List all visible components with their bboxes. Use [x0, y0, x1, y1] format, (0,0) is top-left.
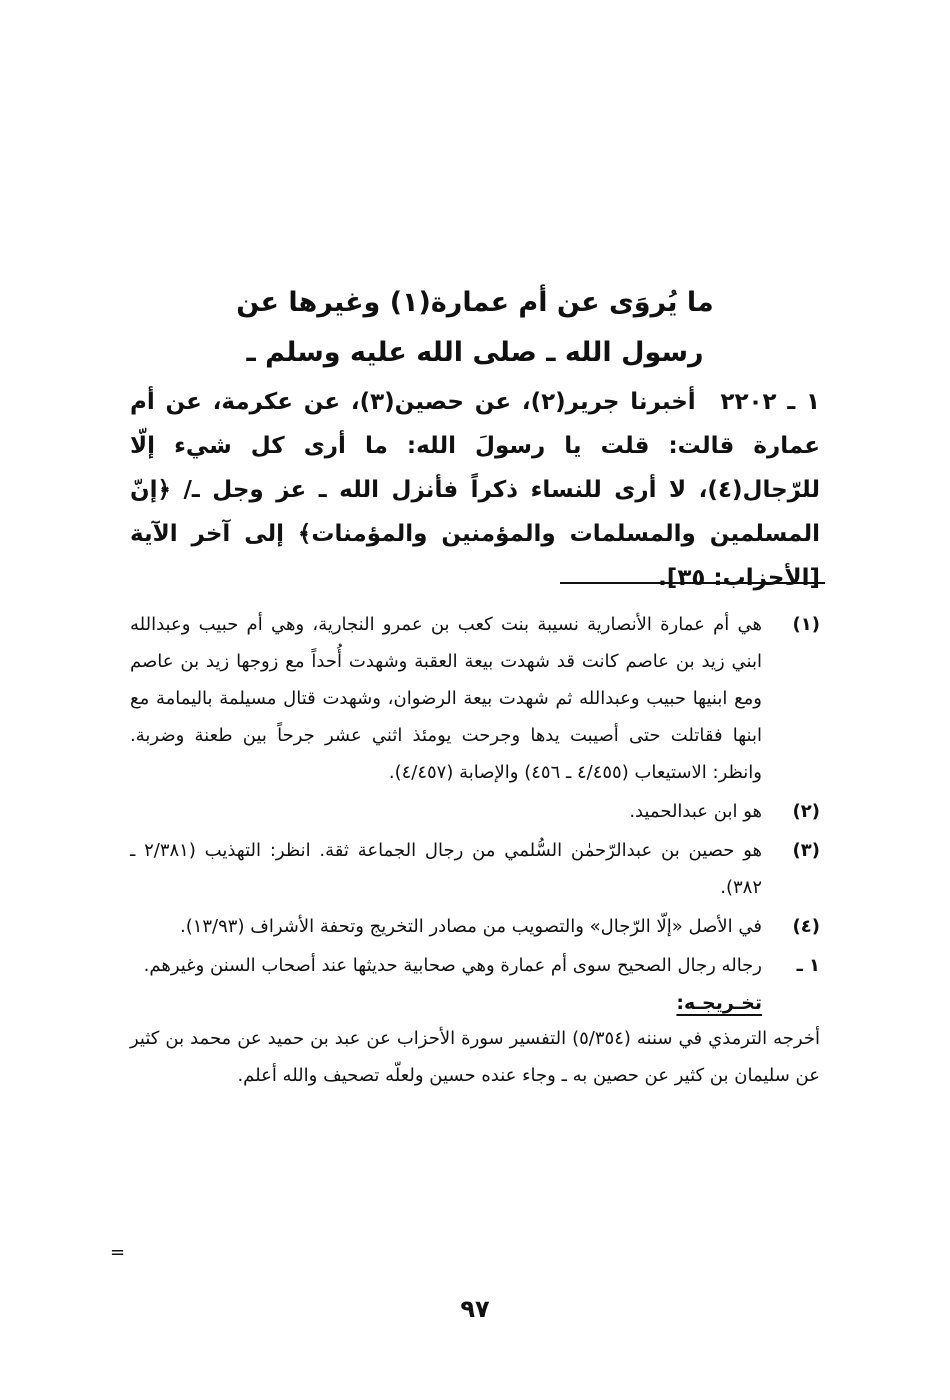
footnote-text: في الأصل «إلّا الرّجال» والتصويب من مصادر التخريج وتحفة الأشراف (١٣/٩٣).	[179, 916, 762, 937]
continuation-mark: =	[110, 1242, 126, 1263]
footnotes-section	[130, 606, 820, 1094]
footnote	[130, 606, 820, 791]
chapter-heading-line-1: ما يُروَى عن أم عمارة(١) وغيرها عن	[236, 287, 714, 318]
footnote	[130, 832, 820, 906]
footnote	[130, 793, 820, 830]
footnote	[130, 908, 820, 945]
hadith-text: أخبرنا جرير(٢)، عن حصين(٣)، عن عكرمة، عن أم عمارة قالت: قلت يا رسولَ الله: ما أرى كل شيء إلّا للرّجال(٤)، لا أرى للنساء ذكراً فأنزل الله ـ عز وجل ـ/ ﴿إنّ المسلمين والمسلمات والمؤمنين والمؤمنات﴾ إلى آخر الآية [الأحزاب: ٣٥].	[130, 389, 820, 591]
grading-text: رجاله رجال الصحيح سوى أم عمارة وهي صحابية حديثها عند أصحاب السنن وغيرهم.	[143, 955, 762, 976]
footnote-marker: (٣)	[792, 840, 820, 861]
footnote-text: هو ابن عبدالحميد.	[629, 801, 762, 822]
chapter-heading	[130, 278, 820, 378]
takhrij-text: أخرجه الترمذي في سننه (٥/٣٥٤) التفسير سورة الأحزاب عن عبد بن حميد عن محمد بن كثير عن سليمان بن كثير عن حصين به ـ وجاء عنده حسين ولعلّه تصحيف والله أعلم.	[130, 1028, 820, 1086]
page-number: ٩٧	[460, 1295, 490, 1323]
footnote-text: هي أم عمارة الأنصارية نسيبة بنت كعب بن عمرو النجارية، وهي أم حبيب وعبدالله ابني زيد بن عاصم كانت قد شهدت بيعة العقبة وشهدت أُحداً مع زوجها زيد بن عاصم ومع ابنيها حبيب وعبدالله ثم شهدت بيعة الرضوان، وشهدت قتال مسيلمة باليمامة مع ابنها فقاتلت حتى أصيبت يدها وجرحت يومئذ اثني عشر جرحاً بين طعنة وضربة. وانظر: الاستيعاب (٤/٤٥٥ ـ ٤٥٦) والإصابة (٤/٤٥٧).	[130, 614, 762, 783]
footnote-text: هو حصين بن عبدالرّحمٰن السُّلمي من رجال الجماعة ثقة. انظر: التهذيب (٢/٣٨١ ـ ٣٨٢).	[130, 840, 762, 898]
footnote-marker: (١)	[792, 614, 820, 635]
grading-marker: ١ ـ	[796, 955, 820, 976]
footnote-marker: (٢)	[792, 801, 820, 822]
footnote-separator	[560, 582, 825, 584]
chapter-heading-line-2: رسول الله ـ صلى الله عليه وسلم ـ	[246, 337, 704, 368]
footnote-marker: (٤)	[792, 916, 820, 937]
takhrij-heading: تخـريجـه:	[676, 992, 762, 1014]
hadith-paragraph	[130, 380, 820, 600]
hadith-grading-note	[130, 947, 820, 984]
hadith-number: ١ ـ ٢٢٠٢	[720, 389, 820, 415]
